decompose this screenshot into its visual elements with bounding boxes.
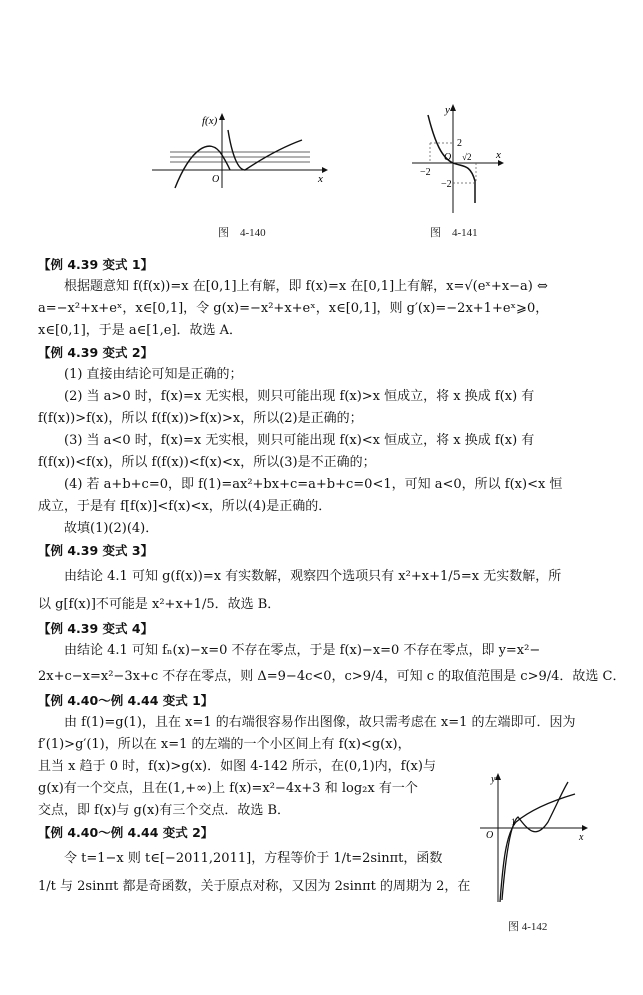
f141-ylabel: y	[445, 104, 450, 116]
f141-tick-sqrt2: √2	[462, 152, 472, 162]
heading-4-39-v1: 【例 4.39 变式 1】	[38, 257, 154, 272]
text-line: 由结论 4.1 可知 g(f(x))=x 有实数解，观察四个选项只有 x²+x+1/5=x 无实数解，所	[64, 569, 562, 584]
f141-tick-2: 2	[457, 138, 462, 149]
text-line: g(x)有一个交点，且在(1,+∞)上 f(x)=x²−4x+3 和 log₂x 有一个	[38, 781, 418, 796]
f140-ylabel: f(x)	[202, 115, 218, 127]
f142-origin: O	[486, 830, 494, 841]
text-line: 1/t 与 2sinπt 都是奇函数，关于原点对称，又因为 2sinπt 的周期为 2，在	[38, 879, 471, 894]
text-line: 由结论 4.1 可知 fₙ(x)−x=0 不存在零点，于是 f(x)−x=0 不存在零点，即 y=x²−	[64, 643, 541, 658]
text-line: 交点，即 f(x)与 g(x)有三个交点．故选 B．	[38, 803, 291, 818]
figure-4-141-caption: 图 4-141	[430, 227, 478, 239]
heading-4-40-v2: 【例 4.40～例 4.44 变式 2】	[38, 825, 214, 840]
text-line: a=−x²+x+eˣ，x∈[0,1]，令 g(x)=−x²+x+eˣ，x∈[0,1]，则 g′(x)=−2x+1+eˣ⩾0，	[38, 301, 549, 316]
text-line: x∈[0,1]，于是 a∈[1,e]．故选 A．	[38, 323, 243, 338]
text-line: 令 t=1−x 则 t∈[−2011,2011]，方程等价于 1/t=2sinπt，函数	[64, 851, 443, 866]
text-line: 根据题意知 f(f(x))=x 在[0,1]上有解，即 f(x)=x 在[0,1]上有解，x=√(eˣ+x−a) ⇔	[64, 279, 548, 294]
f141-origin: O	[444, 152, 452, 163]
figure-4-142-caption: 图 4-142	[508, 921, 548, 933]
f140-xlabel: x	[318, 173, 323, 185]
text-line: f(f(x))<f(x)，所以 f(f(x))<f(x)<x，所以(3)是不正确的；	[38, 455, 376, 470]
figure-4-140	[150, 110, 335, 190]
figure-4-141	[410, 103, 510, 215]
f140-origin: O	[212, 174, 220, 185]
heading-4-39-v2: 【例 4.39 变式 2】	[38, 345, 154, 360]
f141-xlabel: x	[496, 149, 501, 161]
f142-ylabel: y	[491, 774, 496, 785]
text-line: 由 f(1)=g(1)，且在 x=1 的右端很容易作出图像，故只需考虑在 x=1 的左端即可．因为	[64, 715, 576, 730]
heading-4-39-v4: 【例 4.39 变式 4】	[38, 621, 154, 636]
text-line: 2x+c−x=x²−3x+c 不存在零点，则 Δ=9−4c<0，c>9/4，可知 c 的取值范围是 c>9/4．故选 C．	[38, 669, 626, 684]
figure-4-140-caption: 图 4-140	[218, 227, 266, 239]
text-line: (4) 若 a+b+c=0，即 f(1)=ax²+bx+c=a+b+c=0<1，可知 a<0，所以 f(x)<x 恒	[64, 477, 563, 492]
f142-tick-1: 1	[511, 817, 516, 827]
text-line: (1) 直接由结论可知是正确的；	[64, 367, 243, 382]
solution-text	[38, 254, 626, 900]
f141-tick-neg2-y: −2	[441, 179, 452, 190]
text-line: 成立，于是有 f[f(x)]<f(x)<x，所以(4)是正确的．	[38, 499, 332, 514]
heading-4-39-v3: 【例 4.39 变式 3】	[38, 543, 154, 558]
text-line: 且当 x 趋于 0 时，f(x)>g(x)．如图 4-142 所示，在(0,1)内，f(x)与	[38, 759, 436, 774]
text-line: f(f(x))>f(x)，所以 f(f(x))>f(x)>x，所以(2)是正确的；	[38, 411, 363, 426]
text-line: (2) 当 a>0 时，f(x)=x 无实根，则只可能出现 f(x)>x 恒成立，将 x 换成 f(x) 有	[64, 389, 535, 404]
text-line: (3) 当 a<0 时，f(x)=x 无实根，则只可能出现 f(x)<x 恒成立，将 x 换成 f(x) 有	[64, 433, 535, 448]
text-line: f′(1)>g′(1)，所以在 x=1 的左端的一个小区间上有 f(x)<g(x)，	[38, 737, 411, 752]
text-line: 故填(1)(2)(4)．	[64, 521, 159, 536]
f142-xlabel: x	[579, 832, 584, 843]
f141-tick-neg2-x: −2	[420, 167, 431, 178]
text-line: 以 g[f(x)]不可能是 x²+x+1/5．故选 B．	[38, 597, 281, 612]
heading-4-40-v1: 【例 4.40～例 4.44 变式 1】	[38, 693, 214, 708]
